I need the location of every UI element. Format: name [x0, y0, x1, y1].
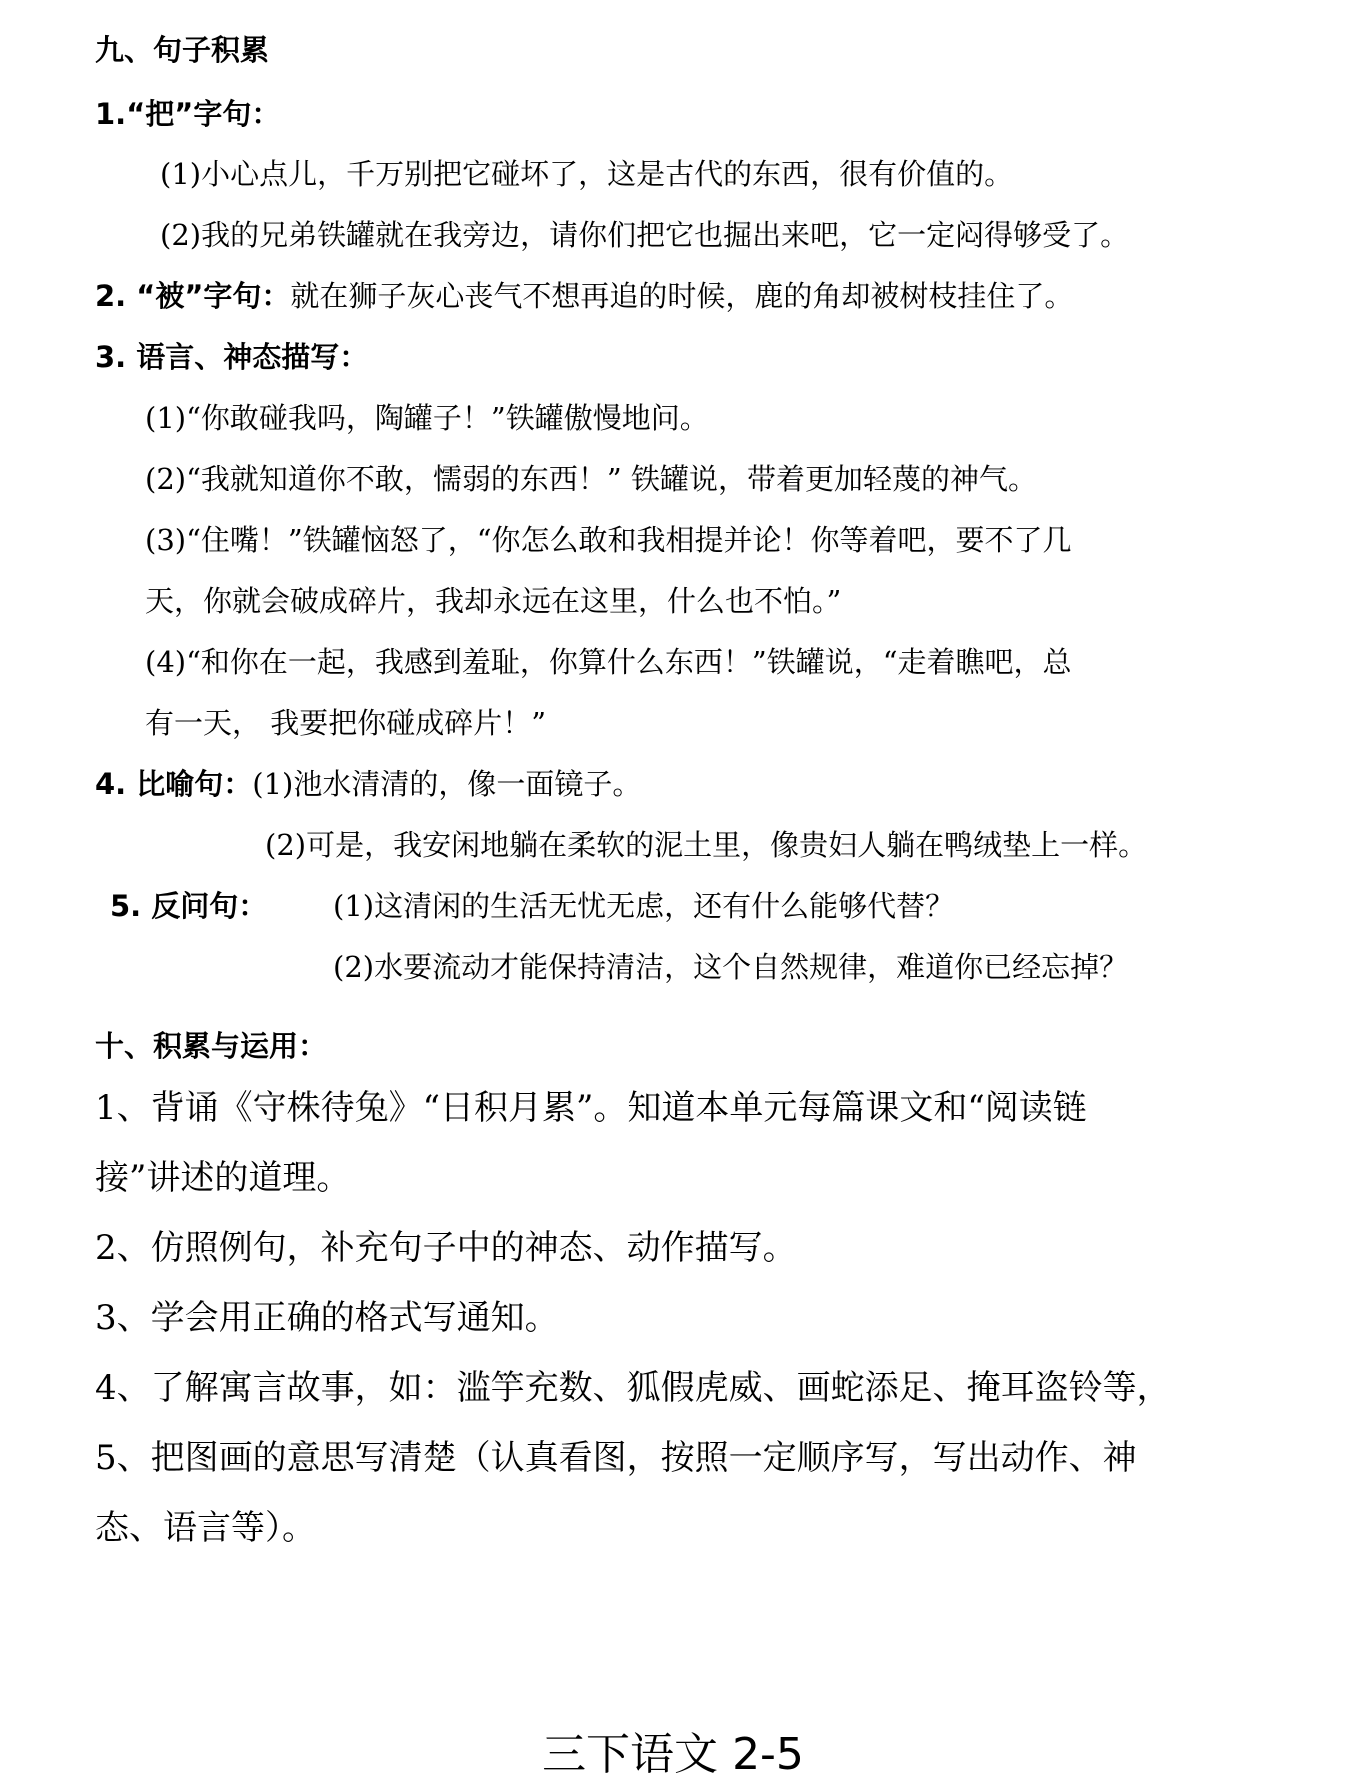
item1-sentence-1: (1)小心点儿，千万别把它碰坏了，这是古代的东西，很有价值的。 — [160, 157, 1014, 191]
item5-sentence-2: (2)水要流动才能保持清洁，这个自然规律，难道你已经忘掉？ — [333, 950, 1129, 984]
section10-line-1b: 接”讲述的道理。 — [95, 1158, 351, 1198]
item1-sentence-2: (2)我的兄弟铁罐就在我旁边，请你们把它也掘出来吧，它一定闷得够受了。 — [160, 218, 1130, 252]
section9-heading: 九、句子积累 — [95, 33, 270, 67]
item3-sentence-2: (2)“我就知道你不敢，懦弱的东西！” 铁罐说，带着更加轻蔑的神气。 — [145, 462, 1037, 496]
item5-sentence-1: (1)这清闲的生活无忧无虑，还有什么能够代替？ — [333, 889, 955, 923]
section10-line-5b: 态、语言等）。 — [95, 1508, 316, 1548]
item2-label: 2. “被”字句： — [95, 279, 291, 313]
section10-line-4: 4、了解寓言故事，如：滥竽充数、狐假虎威、画蛇添足、掩耳盗铃等， — [95, 1368, 1171, 1408]
page-footer — [0, 1718, 1346, 1782]
section10-line-3: 3、学会用正确的格式写通知。 — [95, 1298, 559, 1338]
item5-label: 5. 反问句： — [110, 889, 268, 923]
item3-sentence-3a: (3)“住嘴！”铁罐恼怒了，“你怎么敢和我相提并论！你等着吧，要不了几 — [145, 523, 1072, 557]
item3-label: 3. 语言、神态描写： — [95, 340, 369, 374]
item3-sentence-4b: 有一天， 我要把你碰成碎片！” — [145, 706, 547, 740]
item2-text: 就在狮子灰心丧气不想再追的时候，鹿的角却被树枝挂住了。 — [290, 279, 1074, 313]
item3-sentence-3b: 天，你就会破成碎片，我却永远在这里，什么也不怕。” — [145, 584, 842, 618]
item4-label: 4. 比喻句： — [95, 767, 253, 801]
page-number: 2-5 — [732, 1729, 804, 1780]
item4-sentence-2: (2)可是，我安闲地躺在柔软的泥土里，像贵妇人躺在鸭绒垫上一样。 — [265, 828, 1148, 862]
section10-line-1a: 1、背诵《守株待兔》“日积月累”。知道本单元每篇课文和“阅读链 — [95, 1088, 1087, 1128]
item1-label: 1.“把”字句： — [95, 97, 281, 131]
item4-sentence-1: (1)池水清清的，像一面镜子。 — [252, 767, 642, 801]
section10-line-5a: 5、把图画的意思写清楚（认真看图，按照一定顺序写，写出动作、神 — [95, 1438, 1137, 1478]
section10-heading: 十、积累与运用： — [95, 1029, 328, 1063]
footer-text: 三下语文 — [542, 1729, 719, 1780]
section10-line-2: 2、仿照例句，补充句子中的神态、动作描写。 — [95, 1228, 797, 1268]
item3-sentence-4a: (4)“和你在一起，我感到羞耻，你算什么东西！”铁罐说，“走着瞧吧，总 — [145, 645, 1072, 679]
item3-sentence-1: (1)“你敢碰我吗，陶罐子！”铁罐傲慢地问。 — [145, 401, 709, 435]
item2 — [95, 274, 1073, 315]
item4 — [95, 762, 641, 803]
